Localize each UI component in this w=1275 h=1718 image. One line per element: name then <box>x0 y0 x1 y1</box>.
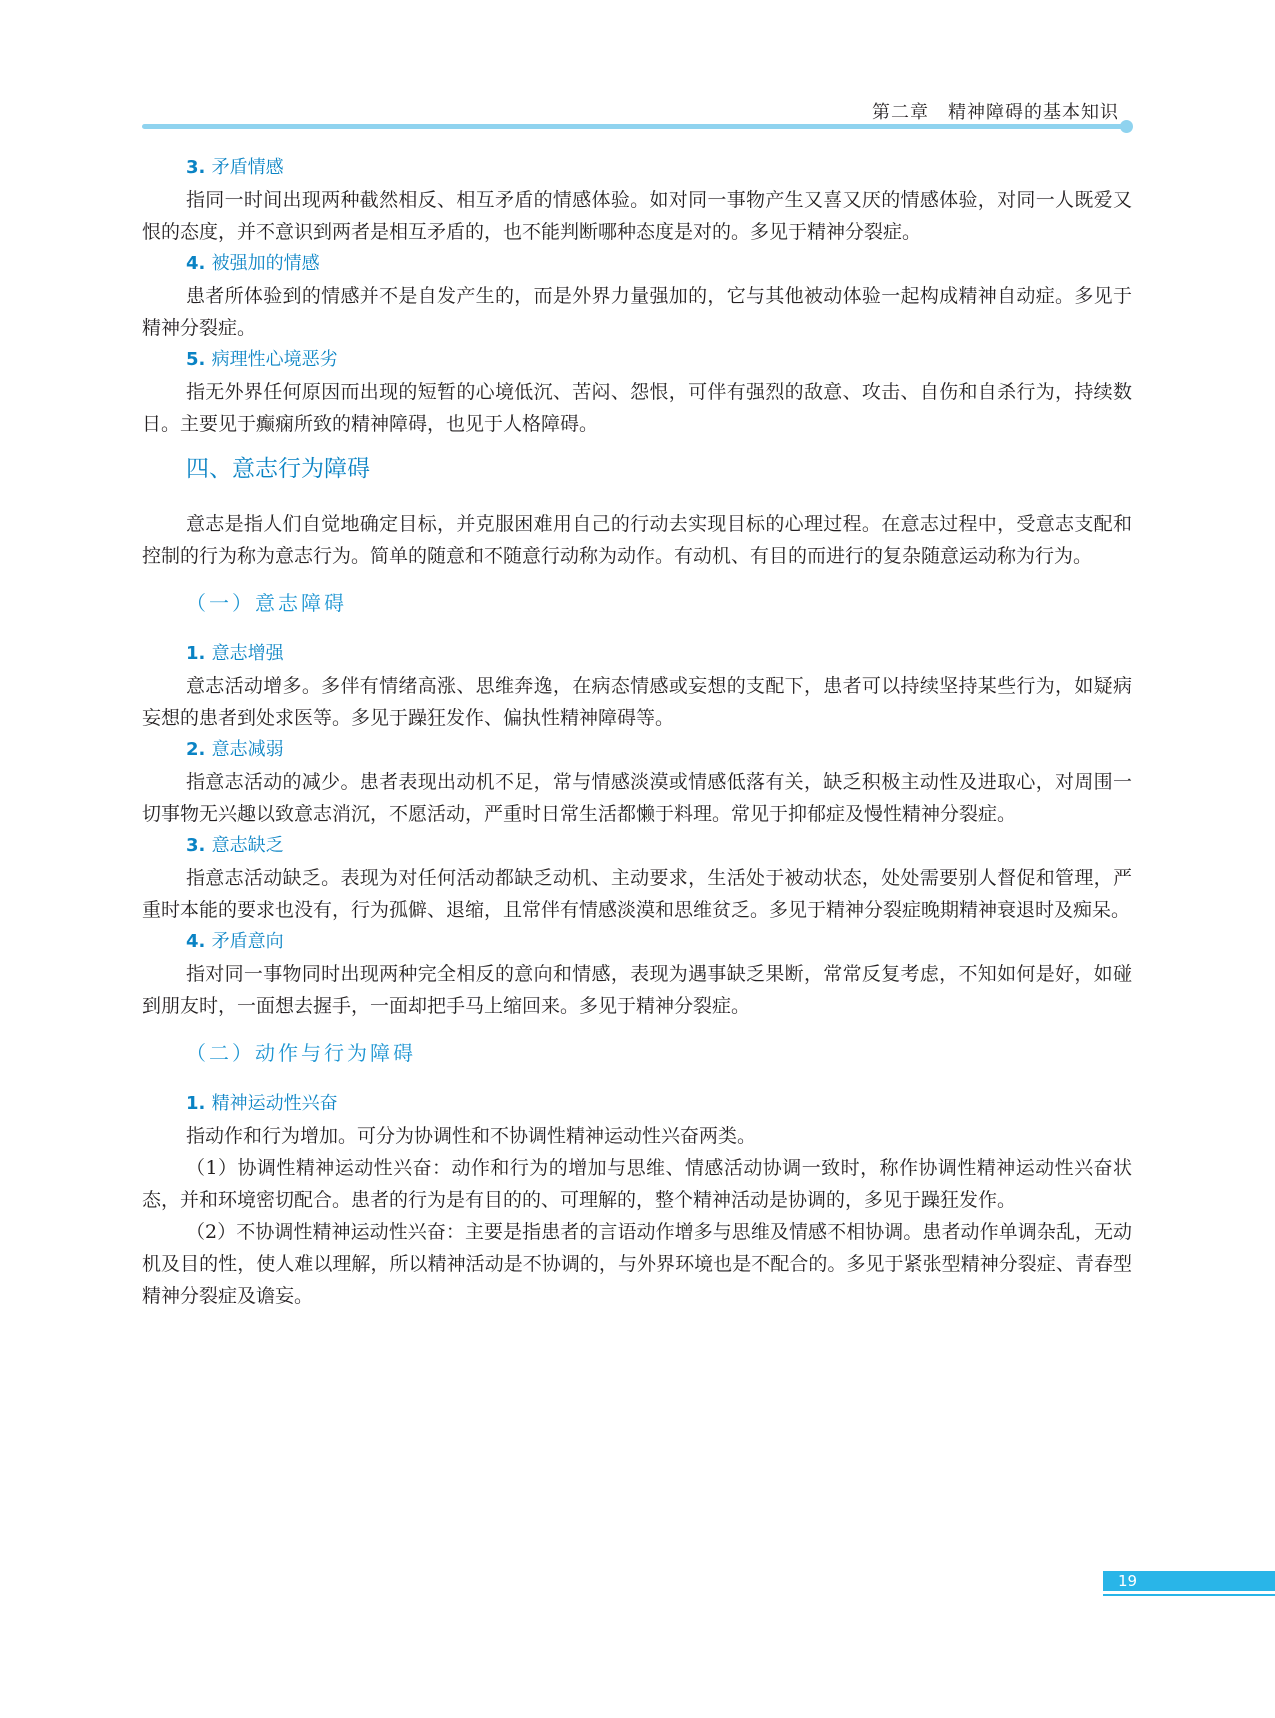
subheading-psychomotor-excitement: 1. 精神运动性兴奋 <box>186 1093 338 1114</box>
paragraph: 指对同一事物同时出现两种完全相反的意向和情感，表现为遇事缺乏果断，常常反复考虑，不知如何是好，如碰到朋友时，一面想去握手，一面却把手马上缩回来。多见于精神分裂症。 <box>142 963 1132 1017</box>
paragraph: 指动作和行为增加。可分为协调性和不协调性精神运动性兴奋两类。 <box>186 1125 757 1147</box>
page-number: 19 <box>1118 1572 1138 1590</box>
subheading-hyperbulia: 1. 意志增强 <box>186 643 284 664</box>
subheading-abulia: 3. 意志缺乏 <box>186 835 284 856</box>
paragraph: 指同一时间出现两种截然相反、相互矛盾的情感体验。如对同一事物产生又喜又厌的情感体验，对同一人既爱又恨的态度，并不意识到两者是相互矛盾的，也不能判断哪种态度是对的。多见于精神分裂症。 <box>142 189 1132 243</box>
paragraph: 指意志活动的减少。患者表现出动机不足，常与情感淡漠或情感低落有关，缺乏积极主动性及进取心，对周围一切事物无兴趣以致意志消沉，不愿活动，严重时日常生活都懒于料理。常见于抑郁症及慢性精神分裂症。 <box>142 771 1132 825</box>
paragraph: 指意志活动缺乏。表现为对任何活动都缺乏动机、主动要求，生活处于被动状态，处处需要别人督促和管理，严重时本能的要求也没有，行为孤僻、退缩，且常伴有情感淡漠和思维贫乏。多见于精神分裂症晚期精神衰退时及痴呆。 <box>142 867 1132 921</box>
header-rule <box>142 124 1127 129</box>
subsection-heading-behavior: （二）动作与行为障碍 <box>186 1041 416 1065</box>
header-rule-dot <box>1120 120 1133 133</box>
running-head: 第二章 精神障碍的基本知识 <box>872 102 1119 123</box>
section-intro: 意志是指人们自觉地确定目标，并克服困难用自己的行动去实现目标的心理过程。在意志过程中，受意志支配和控制的行为称为意志行为。简单的随意和不随意行动称为动作。有动机、有目的而进行的复杂随意运动称为行为。 <box>142 513 1132 567</box>
subheading-imposed-emotion: 4. 被强加的情感 <box>186 253 320 274</box>
subheading-ambitendency: 4. 矛盾意向 <box>186 931 284 952</box>
paragraph: 指无外界任何原因而出现的短暂的心境低沉、苦闷、怨恨，可伴有强烈的敌意、攻击、自伤和自杀行为，持续数日。主要见于癫痫所致的精神障碍，也见于人格障碍。 <box>142 381 1132 435</box>
subheading-dysphoria: 5. 病理性心境恶劣 <box>186 349 338 370</box>
paragraph: 患者所体验到的情感并不是自发产生的，而是外界力量强加的，它与其他被动体验一起构成精神自动症。多见于精神分裂症。 <box>142 285 1132 339</box>
subsection-heading-volition: （一）意志障碍 <box>186 591 347 615</box>
paragraph: 意志活动增多。多伴有情绪高涨、思维奔逸，在病态情感或妄想的支配下，患者可以持续坚持某些行为，如疑病妄想的患者到处求医等。多见于躁狂发作、偏执性精神障碍等。 <box>142 675 1132 729</box>
subheading-ambivalent-emotion: 3. 矛盾情感 <box>186 157 284 178</box>
page-number-underline <box>1103 1594 1275 1596</box>
paragraph: （1）协调性精神运动性兴奋：动作和行为的增加与思维、情感活动协调一致时，称作协调性精神运动性兴奋状态，并和环境密切配合。患者的行为是有目的的、可理解的，整个精神活动是协调的，多见于躁狂发作。 <box>142 1157 1132 1211</box>
section-heading: 四、意志行为障碍 <box>186 456 370 482</box>
page-body <box>142 152 1132 1312</box>
subheading-hypobulia: 2. 意志减弱 <box>186 739 284 760</box>
paragraph: （2）不协调性精神运动性兴奋：主要是指患者的言语动作增多与思维及情感不相协调。患者动作单调杂乱，无动机及目的性，使人难以理解，所以精神活动是不协调的，与外界环境也是不配合的。多见于紧张型精神分裂症、青春型精神分裂症及谵妄。 <box>142 1221 1132 1307</box>
